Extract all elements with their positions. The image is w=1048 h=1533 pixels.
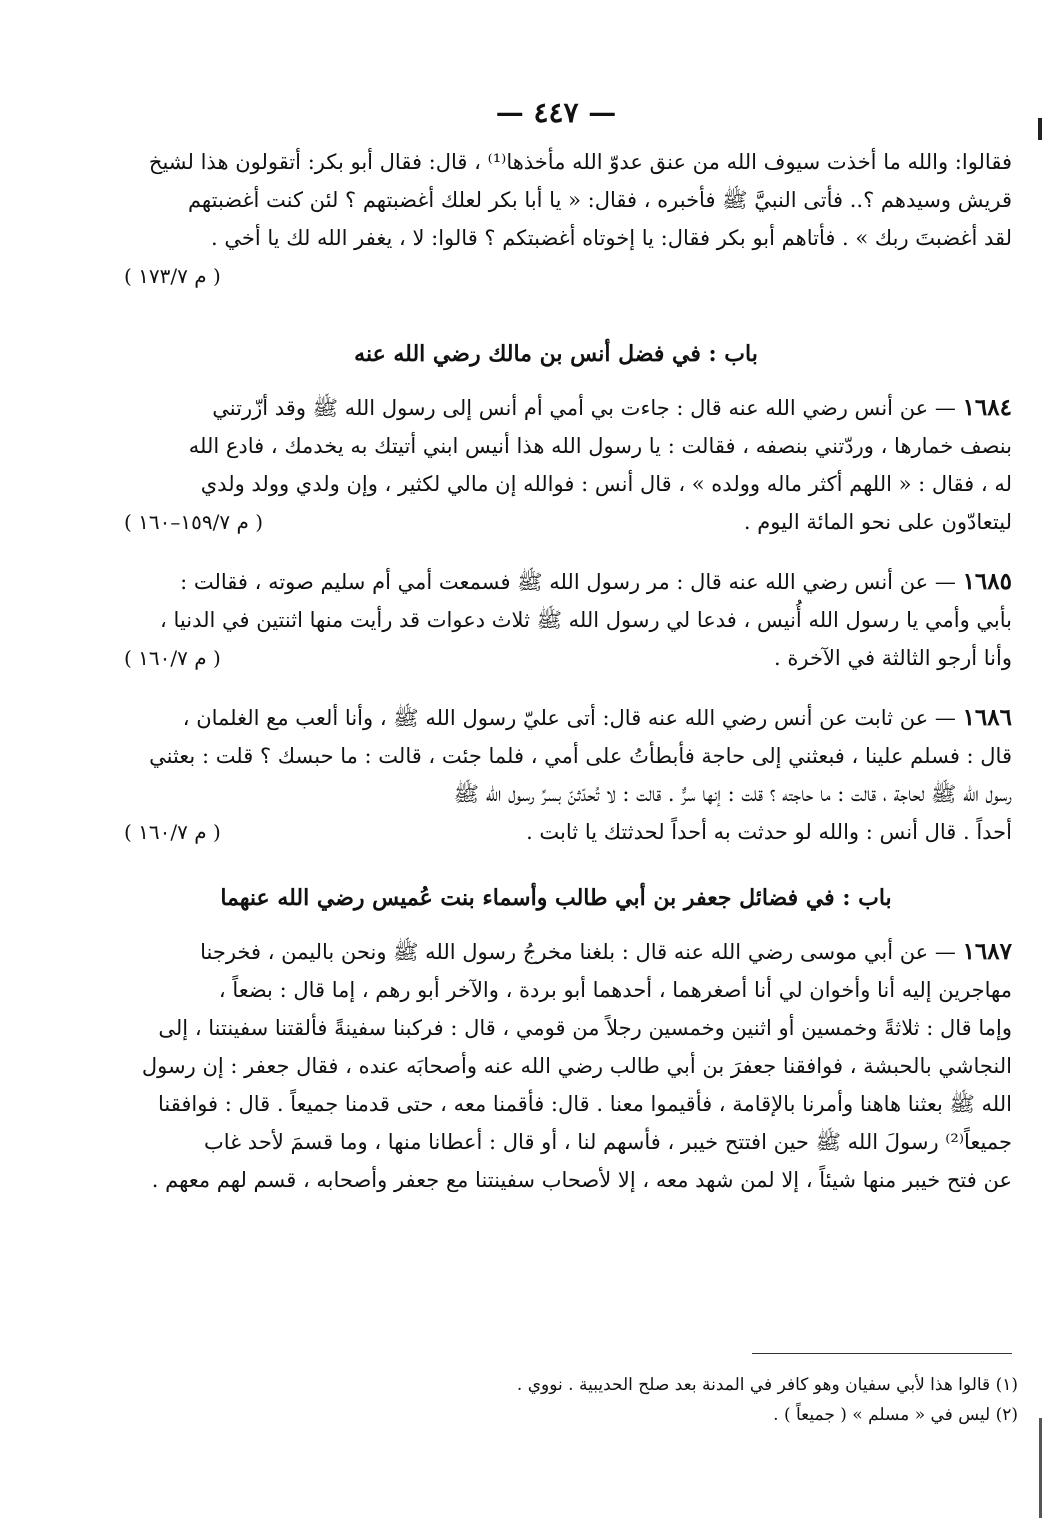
ref-line [100,257,1012,295]
text-line: فقالوا: والله ما أخذت سيوف الله من عنق عدوّ الله مأخذها⁽¹⁾ ، قال: فقال أبو بكر: أتقولون هذا لشيخ [148,150,1012,174]
text-segment: أحداً . قال أنس : والله لو حدثت به أحداً لحدثتك يا ثابت . [526,820,1012,844]
text-line [100,933,1012,971]
hadith-number: ١٦٨٧ [962,938,1012,965]
text-line [100,813,1012,851]
text-line: قريش وسيدهم ؟.. فأتى النبيَّ ﷺ فأخبره ، فقال: « يا أبا بكر لعلك أغضبتهم ؟ لئن كنت أغضبتهم [187,188,1012,212]
intro-paragraph [100,143,1012,295]
source-reference: ( م ١٧٣/٧ ) [124,264,221,288]
hadith-1685 [100,563,1012,677]
text-line: عن فتح خيبر منها شيئاً ، إلا لمن شهد معه ، إلا لأصحاب سفينتنا مع جعفر وأصحابه ، قسم لهم معهم . [151,1168,1012,1192]
hadith-1687 [100,933,1012,1199]
source-reference: ( م ١٦٠/٧ ) [124,646,221,670]
text-line [100,639,1012,677]
text-line: جميعاً⁽²⁾ رسولَ الله ﷺ حين افتتح خيبر ، فأسهم لنا ، أو قال : أعطانا منها ، وما قسمَ لأحد غاب [203,1130,1012,1154]
text-line: بنصف خمارها ، وردّتني بنصفه ، فقالت : يا رسول الله هذا أنيس ابني أتيتك به يخدمك ، فادع الله [188,434,1012,458]
book-page [100,96,1012,1199]
scan-edge-mark [1039,1418,1042,1518]
text-line: رسول الله ﷺ لحاجة ، قالت : ما حاجته ؟ قلت : إنها سرٌّ . قالت : لا تُحدّثنّ بسرِّ رسول الله ﷺ [453,782,1012,806]
text-line: وإما قال : ثلاثةً وخمسين أو اثنين وخمسين رجلاً من قومي ، قال : فركبنا سفينةً فألقتنا سفينتنا ، إلى [158,1016,1012,1040]
hadith-number: ١٦٨٥ [962,568,1012,595]
text-segment: — عن ثابت عن أنس رضي الله عنه قال: أتى عليّ رسول الله ﷺ ، وأنا ألعب مع الغلمان ، [182,706,956,730]
text-line: له ، فقال : « اللهم أكثر ماله وولده » ، قال أنس : فوالله إن مالي لكثير ، وإن ولدي وولد ولدي [200,472,1012,496]
text-line [100,699,1012,737]
text-segment: ليتعادّون على نحو المائة اليوم . [743,510,1012,534]
text-line: بأبي وأمي يا رسول الله أُنيس ، فدعا لي رسول الله ﷺ ثلاث دعوات قد رأيت منها اثنتين في الدنيا ، [160,608,1012,632]
footnote: (١) قالوا هذا لأبي سفيان وهو كافر في المدنة بعد صلح الحديبية . نووي . [516,1375,1018,1395]
hadith-1684 [100,389,1012,541]
text-line [100,563,1012,601]
page-number: — ٤٤٧ — [495,96,617,129]
text-line: الله ﷺ بعثنا هاهنا وأمرنا بالإقامة ، فأقيموا معنا . قال: فأقمنا معه ، حتى قدمنا جميعاً . قال : فوافقنا [157,1092,1012,1116]
chapter-heading: باب : في فضائل جعفر بن أبي طالب وأسماء بنت عُميس رضي الله عنهما [220,885,892,911]
text-segment: — عن أبي موسى رضي الله عنه قال : بلغنا مخرجُ رسول الله ﷺ ونحن باليمن ، فخرجنا [200,940,956,964]
text-segment: وأنا أرجو الثالثة في الآخرة . [774,646,1012,670]
source-reference: ( م ١٦٠/٧ ) [124,820,221,844]
hadith-number: ١٦٨٤ [962,394,1012,421]
hadith-1686 [100,699,1012,851]
text-segment: — عن أنس رضي الله عنه قال : جاءت بي أمي أم أنس إلى رسول الله ﷺ وقد أزّرتني [212,396,956,420]
source-reference: ( م ١٥٩/٧–١٦٠ ) [124,510,264,534]
footnote: (٢) ليس في « مسلم » ( جميعاً ) . [773,1405,1018,1425]
hadith-number: ١٦٨٦ [962,704,1012,731]
footnote-divider [752,1353,1012,1354]
text-line [100,389,1012,427]
footnotes [100,1370,1018,1430]
text-line: مهاجرين إليه أنا وأخوان لي أنا أصغرهما ، أحدهما أبو بردة ، والآخر أبو رهم ، إما قال : بضعاً ، [218,978,1012,1002]
chapter-heading: باب : في فضل أنس بن مالك رضي الله عنه [354,341,758,367]
scan-edge-mark [1038,118,1042,140]
text-line [100,503,1012,541]
text-segment: — عن أنس رضي الله عنه قال : مر رسول الله ﷺ فسمعت أمي أم سليم صوته ، فقالت : [180,570,956,594]
text-line: لقد أغضبتَ ربك » . فأتاهم أبو بكر فقال: يا إخوتاه أغضبتكم ؟ قالوا: لا ، يغفر الله لك يا أخي . [211,226,1012,250]
text-line: قال : فسلم علينا ، فبعثني إلى حاجة فأبطأتُ على أمي ، فلما جئت ، قالت : ما حبسك ؟ قلت : بعثني [149,744,1012,768]
text-line: النجاشي بالحبشة ، فوافقنا جعفرَ بن أبي طالب رضي الله عنه وأصحابَه عنده ، فقال جعفر : إن رسول [141,1054,1012,1078]
